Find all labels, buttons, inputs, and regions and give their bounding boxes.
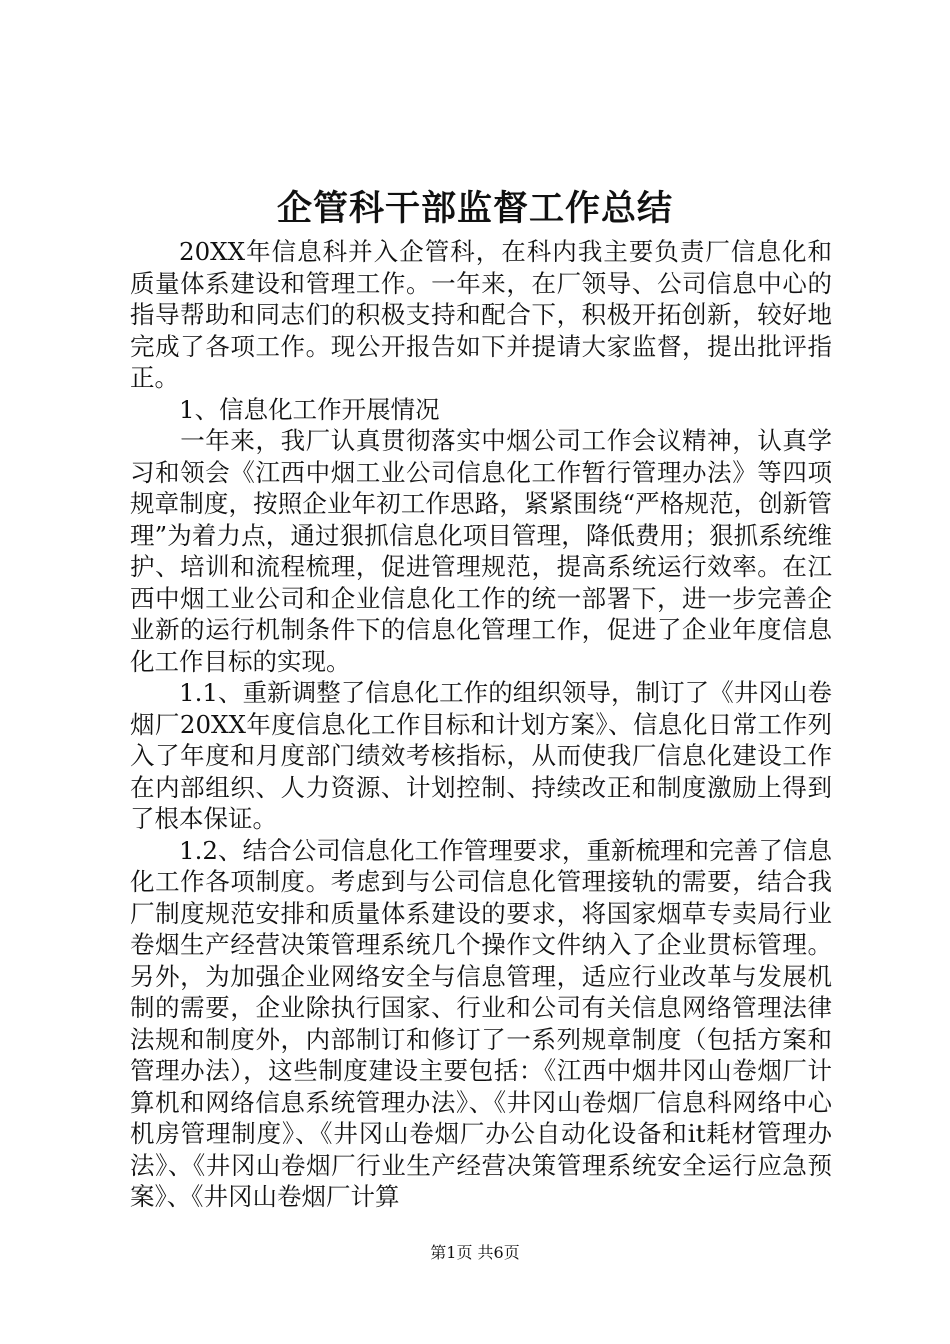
paragraph-1-2: 1.2、结合公司信息化工作管理要求，重新梳理和完善了信息化工作各项制度。考虑到与公司信息化管理接轨的需要，结合我厂制度规范安排和质量体系建设的要求，将国家烟草专卖局行业卷烟生产经营决策管理系统几个操作文件纳入了企业贯标管理。另外，为加强企业网络安全与信息管理，适应行业改革与发展机制的需要，企业除执行国家、行业和公司有关信息网络管理法律法规和制度外，内部制订和修订了一系列规章制度（包括方案和管理办法），这些制度建设主要包括：《江西中烟井冈山卷烟厂计算机和网络信息系统管理办法》、《井冈山卷烟厂信息科网络中心机房管理制度》、《井冈山卷烟厂办公自动化设备和it耗材管理办法》、《井冈山卷烟厂行业生产经营决策管理系统安全运行应急预案》、《井冈山卷烟厂计算: [130, 835, 832, 1211]
paragraph-1-1: 1.1、重新调整了信息化工作的组织领导，制订了《井冈山卷烟厂20XX年度信息化工作目标和计划方案》、信息化日常工作列入了年度和月度部门绩效考核指标，从而使我厂信息化建设工作在内部组织、人力资源、计划控制、持续改正和制度激励上得到了根本保证。: [130, 678, 832, 833]
section-heading-1: 1、信息化工作开展情况: [179, 394, 440, 424]
page-number-footer: 第1页 共6页: [430, 1243, 520, 1262]
document-title: 企管科干部监督工作总结: [276, 188, 673, 229]
document-body: [130, 236, 832, 1213]
paragraph-intro: 20XX年信息科并入企管科，在科内我主要负责厂信息化和质量体系建设和管理工作。一年来，在厂领导、公司信息中心的指导帮助和同志们的积极支持和配合下，积极开拓创新，较好地完成了各项工作。现公开报告如下并提请大家监督，提出批评指正。: [130, 237, 832, 392]
paragraph-section-1: 一年来，我厂认真贯彻落实中烟公司工作会议精神，认真学习和领会《江西中烟工业公司信息化工作暂行管理办法》等四项规章制度，按照企业年初工作思路，紧紧围绕“严格规范，创新管理”为着力点，通过狠抓信息化项目管理，降低费用；狠抓系统维护、培训和流程梳理，促进管理规范，提高系统运行效率。在江西中烟工业公司和企业信息化工作的统一部署下，进一步完善企业新的运行机制条件下的信息化管理工作，促进了企业年度信息化工作目标的实现。: [130, 426, 832, 676]
